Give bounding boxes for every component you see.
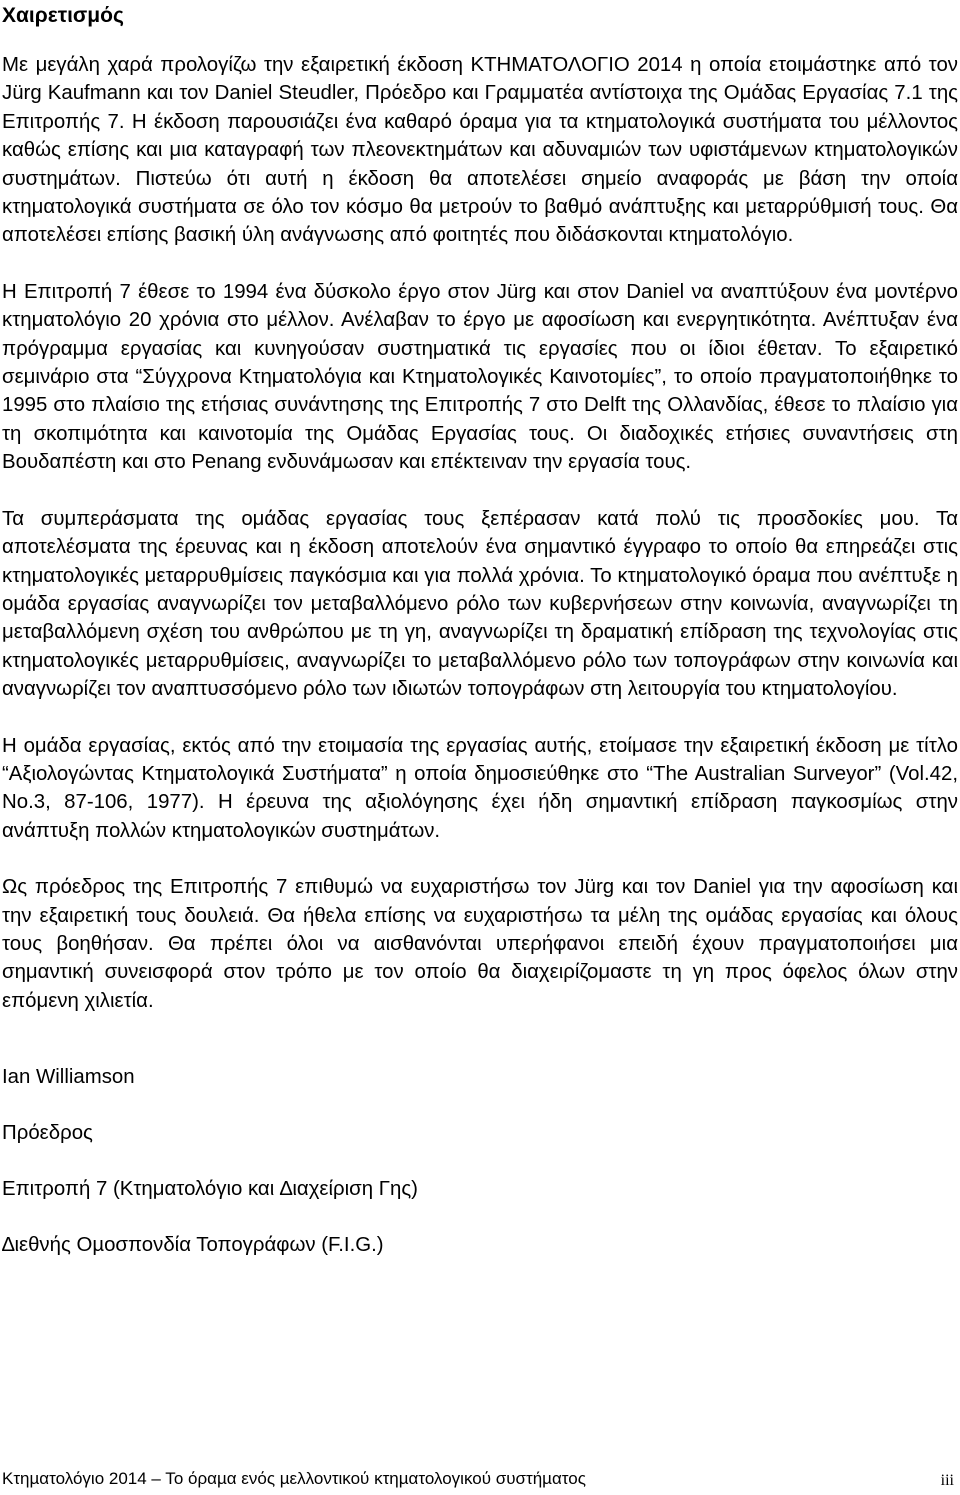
signature-name: Ian Williamson <box>2 1066 135 1089</box>
page-number: iii <box>940 1472 954 1489</box>
signature-block <box>2 1063 958 1259</box>
signature-committee: Επιτροπή 7 (Κτηματολόγιο και ∆ιαχείριση Γης) <box>2 1178 418 1201</box>
body-paragraph: Ως πρόεδρος της Επιτροπής 7 επιθυμώ να ευχαριστήσω τον Jürg και τον Daniel για την αφοσίωση και την εξαιρετική τους δουλειά. Θα ήθελα επίσης να ευχαριστήσω τα μέλη της ομάδας εργασίας και όλους τους βοηθήσαν. Θα πρέπει όλοι να αισθανόνται υπερήφανοι επειδή έχουν πραγματοποιήσει μια σημαντική συνεισφορά στον τρόπο με τον οποίο θα διαχειρίζομαστε τη γη προς όφελος όλων στην επόμενη χιλιετία. <box>2 876 958 1012</box>
body-paragraph: Η ομάδα εργασίας, εκτός από την ετοιμασία της εργασίας αυτής, ετοίμασε την εξαιρετική έκδοση με τίτλο “Αξιολογώντας Κτηματολογικά Συστήματα” η οποία δημοσιεύθηκε στο “The Australian Surveyor” (Vol.42, No.3, 87-106, 1977). Η έρευνα της αξιολόγησης έχει ήδη σημαντική επίδραση παγκοσμίως στην ανάπτυξη πολλών κτηματολογικών συστημάτων. <box>2 734 958 842</box>
footer-title: Κτηµατολόγιο 2014 – Το όραµα ενός µελλοντικού κτηµατολογικού συστήµατος <box>2 1469 586 1488</box>
body-paragraph: Τα συμπεράσματα της ομάδας εργασίας τους ξεπέρασαν κατά πολύ τις προσδοκίες μου. Τα αποτελέσματα της έρευνας και η έκδοση αποτελούν ένα σημαντικό έγγραφο το οποίο θα επηρεάζει στις κτηματολογικές μεταρρυθμίσεις παγκόσμια και για πολλά χρόνια. Το κτηματολογικό όραμα που ανέπτυξε η ομάδα εργασίας αναγνωρίζει τον μεταβαλλόμενο ρόλο των κυβερνήσεων στην κοινωνία, αναγνωρίζει τη μεταβαλλόμενη σχέση του ανθρώπου με τη γη, αναγνωρίζει τη δραματική επίδραση της τεχνολογίας στις κτηματολογικές μεταρρυθμίσεις, αναγνωρίζει το μεταβαλλόμενο ρόλο των τοπογράφων στην κοινωνία και αναγνωρίζει τον αναπτυσσόμενο ρόλο των ιδιωτών τοπογράφων στη λειτουργία του κτηματολογίου. <box>2 507 958 701</box>
page-heading: Χαιρετισμός <box>2 4 124 27</box>
page-footer <box>2 1468 954 1490</box>
body-paragraph: Η Επιτροπή 7 έθεσε το 1994 ένα δύσκολο έργο στον Jürg και στον Daniel να αναπτύξουν ένα μοντέρνο κτηματολόγιο 20 χρόνια στο μέλλον. Ανέλαβαν το έργο με αφοσίωση και ενεργητικότητα. Ανέπτυξαν ένα πρόγραμμα εργασίας και κυνηγούσαν συστηματικά τις εργασίες που οι ίδιοι έθεταν. Το εξαιρετικό σεμινάριο στα “Σύγχρονα Κτηματολόγια και Κτηματολογικές Καινοτομίες”, το οποίο πραγματοποιήθηκε το 1995 στο πλαίσιο της ετήσιας συνάντησης της Επιτροπής 7 στο Delft της Ολλανδίας, έθεσε το πλαίσιο για τη σκοπιμότητα και καινοτομία της Ομάδας Εργασίας τους. Οι διαδοχικές ετήσιες συναντήσεις στη Βουδαπέστη και στο Penang ενδυνάμωσαν και επέκτειναν την εργασία τους. <box>2 280 958 474</box>
body-paragraph: Με μεγάλη χαρά προλογίζω την εξαιρετική έκδοση ΚΤΗΜΑΤΟΛΟΓΙΟ 2014 η οποία ετοιμάστηκε από τον Jürg Kaufmann και τον Daniel Steudler, Πρόεδρο και Γραμματέα αντίστοιχα της Ομάδας Εργασίας 7.1 της Επιτροπής 7. Η έκδοση παρουσιάζει ένα καθαρό όραμα για τα κτηματολογικά συστήματα του μέλλοντος καθώς επίσης και μια καταγραφή των πλεονεκτημάτων και αδυναμιών των υφιστάμενων κτηματολογικών συστημάτων. Πιστεύω ότι αυτή η έκδοση θα αποτελέσει σημείο αναφοράς με βάση την οποία κτηματολογικά συστήματα σε όλο τον κόσμο θα μετρούν το βαθμό ανάπτυξης και μεταρρύθμισή τους. Θα αποτελέσει επίσης βασική ύλη ανάγνωσης από φοιτητές που διδάσκονται κτηματολόγιο. <box>2 54 958 247</box>
signature-federation: ∆ιεθνής Οµοσπονδία Τοπογράφων (F.I.G.) <box>2 1234 384 1257</box>
signature-role: Πρόεδρος <box>2 1122 93 1145</box>
